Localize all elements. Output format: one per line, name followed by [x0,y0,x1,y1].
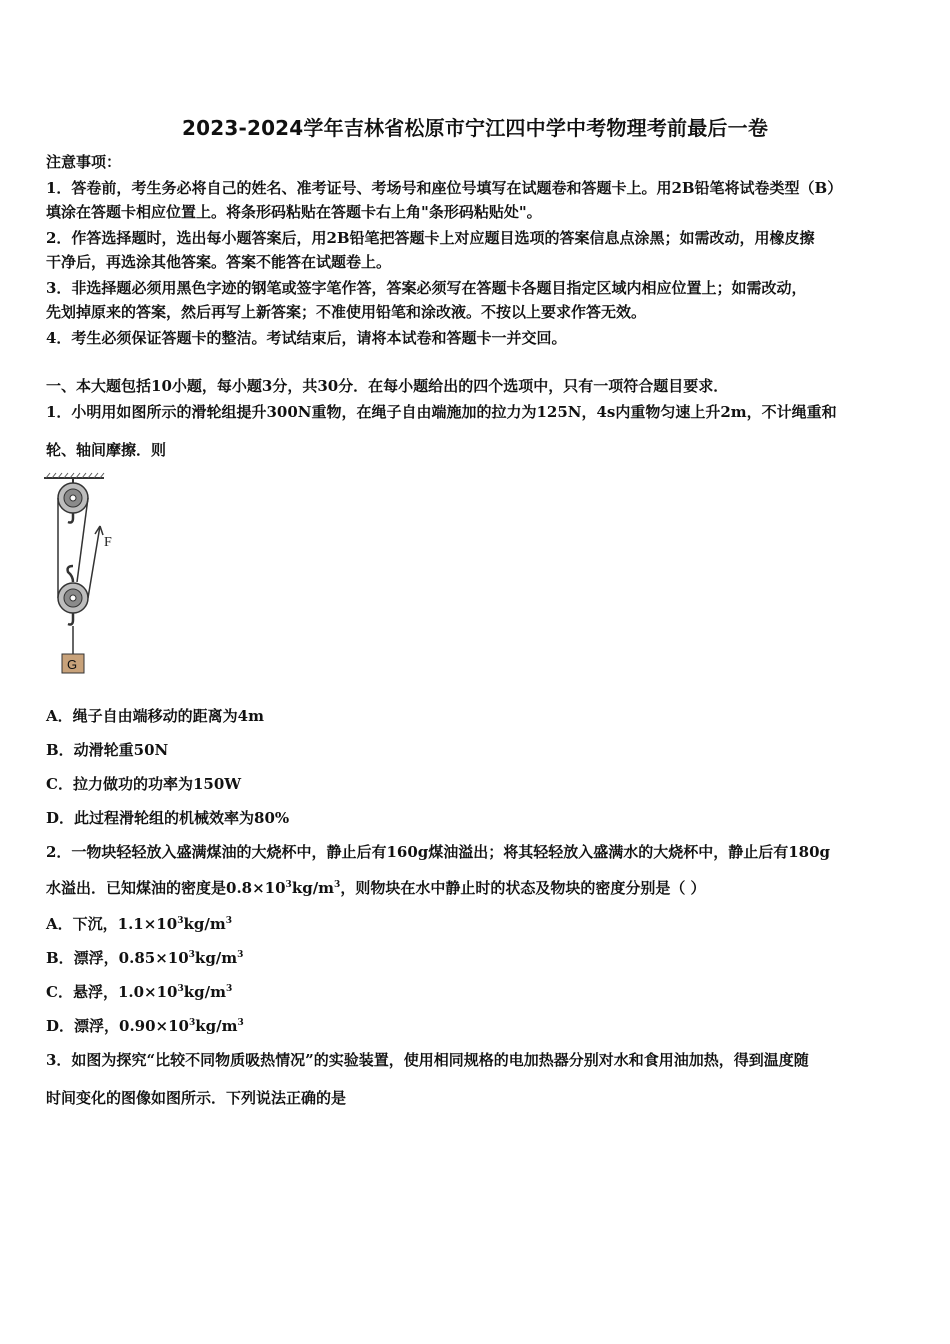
question-2-stem: 2．一物块轻轻放入盛满煤油的大烧杯中，静止后有160g煤油溢出；将其轻轻放入盛满水的大烧杯中，静止后有180g [46,843,831,861]
question-3-stem: 3．如图为探究“比较不同物质吸热情况”的实验装置，使用相同规格的电加热器分别对水和食用油加热，得到温度随 [46,1051,809,1069]
notice-line: 干净后，再选涂其他答案。答案不能答在试题卷上。 [46,253,392,271]
question-1-option: C．拉力做功的功率为150W [46,775,242,793]
question-2-option: B．漂浮，$0.85\times 10^3kg/m^3$ [46,949,244,967]
notice-heading: 注意事项： [46,153,122,171]
notice-line: 4．考生必须保证答题卡的整洁。考试结束后，请将本试卷和答题卡一并交回。 [46,329,567,347]
question-1-option: D．此过程滑轮组的机械效率为80% [46,809,290,827]
question-3-stem: 时间变化的图像如图所示．下列说法正确的是 [46,1089,347,1107]
notice-line: 2．作答选择题时，选出每小题答案后，用2B铅笔把答题卡上对应题目选项的答案信息点涂黑；如需改动，用橡皮擦 [46,229,815,247]
notice-line: 填涂在答题卡相应位置上。将条形码粘贴在答题卡右上角"条形码粘贴处"。 [46,203,542,221]
notice-line: 先划掉原来的答案，然后再写上新答案；不准使用铅笔和涂改液。不按以上要求作答无效。 [46,303,647,321]
force-label: F [104,535,112,550]
question-2-option: C．悬浮，$1.0\times 10^3kg/m^3$ [46,983,233,1001]
section-heading: 一、本大题包括10小题，每小题3分，共30分．在每小题给出的四个选项中，只有一项符合题目要求． [46,377,729,395]
question-2-stem: 水溢出．已知煤油的密度是$0.8\times 10^3kg/m^3$，则物块在水中静止时的状态及物块的密度分别是（ ） [46,879,706,897]
weight-label: G [67,657,78,672]
question-2-option: A．下沉，$1.1\times 10^3kg/m^3$ [46,915,232,933]
page-title: 2023-2024学年吉林省松原市宁江四中学中考物理考前最后一卷 [181,116,769,140]
notice-line: 1．答卷前，考生务必将自己的姓名、准考证号、考场号和座位号填写在试题卷和答题卡上。用2B铅笔将试卷类型（B） [46,179,843,197]
question-2-option: D．漂浮，$0.90\times 10^3kg/m^3$ [46,1017,244,1035]
question-1-stem: 轮、轴间摩擦．则 [46,441,167,459]
question-1-stem: 1．小明用如图所示的滑轮组提升300N重物，在绳子自由端施加的拉力为125N，4s内重物匀速上升2m，不计绳重和 [46,403,837,421]
notice-line: 3．非选择题必须用黑色字迹的钢笔或签字笔作答，答案必须写在答题卡各题目指定区域内相应位置上；如需改动， [46,279,807,297]
question-1-option: B．动滑轮重50N [46,741,169,759]
question-1-option: A．绳子自由端移动的距离为4m [46,707,264,725]
pulley-figure [40,472,130,678]
